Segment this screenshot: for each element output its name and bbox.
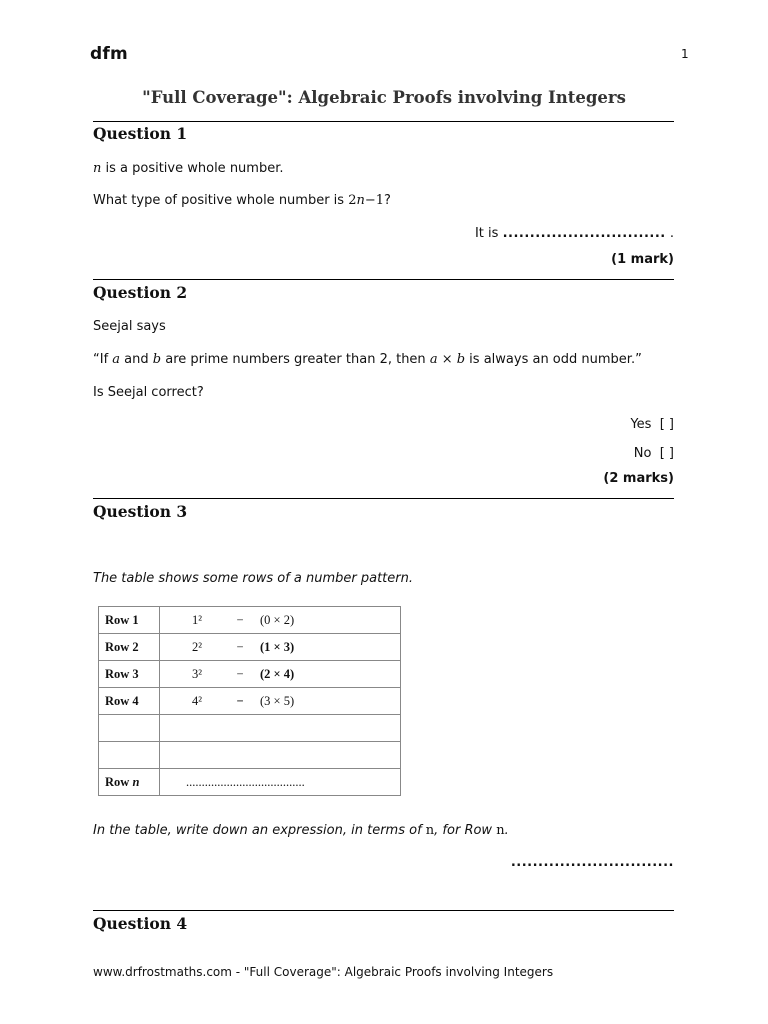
row-label: Row 2 <box>99 634 160 661</box>
footer: www.drfrostmaths.com - "Full Coverage": Algebraic Proofs involving Integers <box>93 965 554 979</box>
answer-dots[interactable]: .............................. <box>502 226 666 241</box>
q1-line-1: n is a positive whole number. <box>93 161 284 176</box>
row-n-answer[interactable] <box>160 769 401 796</box>
question-4-heading: Question 4 <box>93 914 188 933</box>
dfm-logo: dfm <box>90 44 128 64</box>
row-n-label: Row n <box>99 769 160 796</box>
page-title: "Full Coverage": Algebraic Proofs involving Integers <box>142 88 626 107</box>
question-1-heading: Question 1 <box>93 124 188 143</box>
q1-marks: (1 mark) <box>611 252 674 267</box>
table-row: Row 1 1² − (0 × 2) <box>99 607 401 634</box>
q2-line-1: Seejal says <box>93 319 166 334</box>
page-number: 1 <box>681 47 689 61</box>
q3-instruction: In the table, write down an expression, in terms of n, for Row n. <box>93 823 509 838</box>
q1-line-2: What type of positive whole number is 2n−1? <box>93 193 391 208</box>
no-checkbox[interactable]: [ ] <box>659 446 674 461</box>
q1-answer-line[interactable]: It is .............................. . <box>474 226 674 241</box>
question-3-heading: Question 3 <box>93 502 188 521</box>
divider <box>93 121 674 122</box>
yes-checkbox[interactable]: [ ] <box>659 417 674 432</box>
q2-marks: (2 marks) <box>603 471 674 486</box>
q3-intro: The table shows some rows of a number pattern. <box>93 571 413 586</box>
row-label: Row 1 <box>99 607 160 634</box>
divider <box>93 279 674 280</box>
var-n: n <box>93 161 102 176</box>
q2-quote: “If a and b are prime numbers greater than 2, then a × b is always an odd number.” <box>93 352 642 367</box>
table-row-empty <box>99 715 401 742</box>
divider <box>93 498 674 499</box>
row-n-dots[interactable]: ...................................... <box>186 774 305 789</box>
number-pattern-table <box>98 606 401 796</box>
table-row-n <box>99 769 401 796</box>
table-row-empty <box>99 742 401 769</box>
table-row: Row 3 3² − (2 × 4) <box>99 661 401 688</box>
q2-line-3: Is Seejal correct? <box>93 385 204 400</box>
table-row: Row 2 2² − (1 × 3) <box>99 634 401 661</box>
expression-2n-1: 2n−1 <box>348 193 385 208</box>
row-label: Row 4 <box>99 688 160 715</box>
divider <box>93 910 674 911</box>
table-row: Row 4 4² − (3 × 5) <box>99 688 401 715</box>
no-option[interactable]: No [ ] <box>633 446 674 461</box>
q3-answer-dots[interactable]: .............................. <box>510 855 674 870</box>
yes-option[interactable]: Yes [ ] <box>630 417 674 432</box>
question-2-heading: Question 2 <box>93 283 188 302</box>
row-label: Row 3 <box>99 661 160 688</box>
